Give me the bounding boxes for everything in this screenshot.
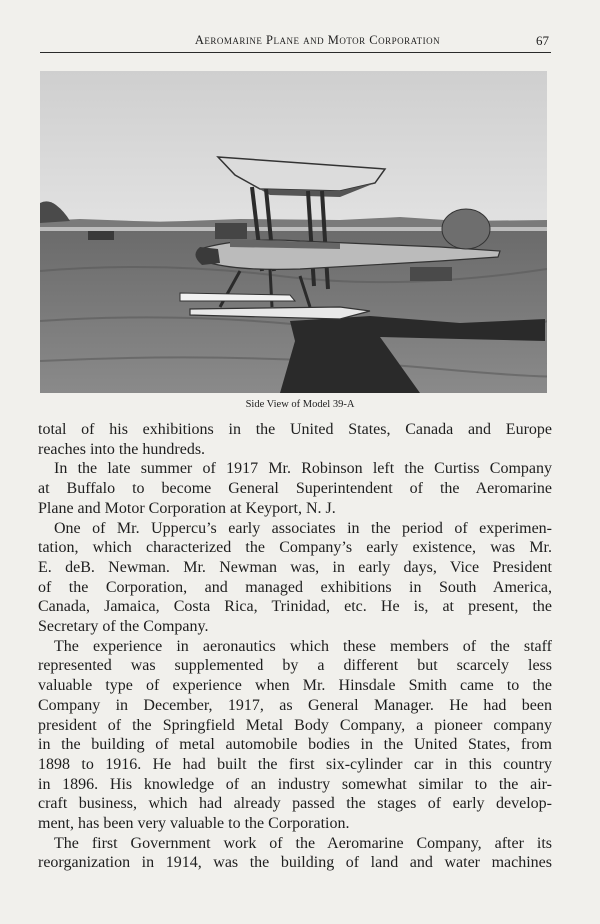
running-title: Aeromarine Plane and Motor Corporation [194,33,441,47]
text-line: ment, has been very valuable to the Corporation. [38,815,350,833]
aircraft-photograph [40,71,547,393]
figure-caption: Side View of Model 39-A [245,399,355,410]
paragraph [38,519,552,637]
truck-near [215,223,247,239]
photo-illustration [40,71,547,393]
paragraph [38,459,552,518]
text-line: in 1896. His knowledge of an industry somewhat similar to the air- [38,775,552,793]
text-line: reaches into the hundreds. [38,440,206,458]
text-line: craft business, which had already passed the stages of early develop- [38,795,552,813]
text-line: The first Government work of the Aeromarine Company, after its [54,834,552,852]
text-line: total of his exhibitions in the United States, Canada and Europe [38,421,552,438]
paragraph [38,637,552,834]
text-line: Plane and Motor Corporation at Keyport, N. J. [38,499,336,517]
text-line: of the Corporation, and managed exhibitions in South America, [38,578,552,596]
body-text [38,420,552,873]
text-line: tation, which characterized the Company’s early existence, was Mr. [38,539,552,557]
text-line: in the building of metal automobile bodies in the United States, from [38,736,552,754]
text-line: reorganization in 1914, was the building of land and water machines [38,854,552,872]
text-line: 1898 to 1916. He had built the first six-cylinder car in this country [38,755,552,773]
vehicle-left [88,231,114,240]
text-line: One of Mr. Uppercu’s early associates in the period of experimen- [54,519,552,537]
text-line: president of the Springfield Metal Body Company, a pioneer company [38,716,552,734]
rudder [442,209,490,249]
text-line: Secretary of the Company. [38,618,209,636]
text-line: Company in December, 1917, as General Manager. He had been [38,696,552,714]
text-line: represented was supplemented by a different but scarcely less [38,657,552,675]
text-line: E. deB. Newman. Mr. Newman was, in early days, Vice President [38,558,552,576]
text-line: In the late summer of 1917 Mr. Robinson left the Curtiss Company [54,460,552,478]
engine-nose [195,247,220,265]
page-number: 67 [536,33,549,48]
text-line: Canada, Jamaica, Costa Rica, Trinidad, etc. He is, at present, the [38,598,552,616]
tail-float [410,267,452,281]
paragraph [38,420,552,459]
text-line: The experience in aeronautics which these members of the staff [54,637,552,655]
text-line: valuable type of experience when Mr. Hinsdale Smith came to the [38,677,552,695]
sky [40,71,547,231]
paragraph [38,834,552,873]
text-line: at Buffalo to become General Superintendent of the Aeromarine [38,480,552,498]
running-header [40,30,551,53]
